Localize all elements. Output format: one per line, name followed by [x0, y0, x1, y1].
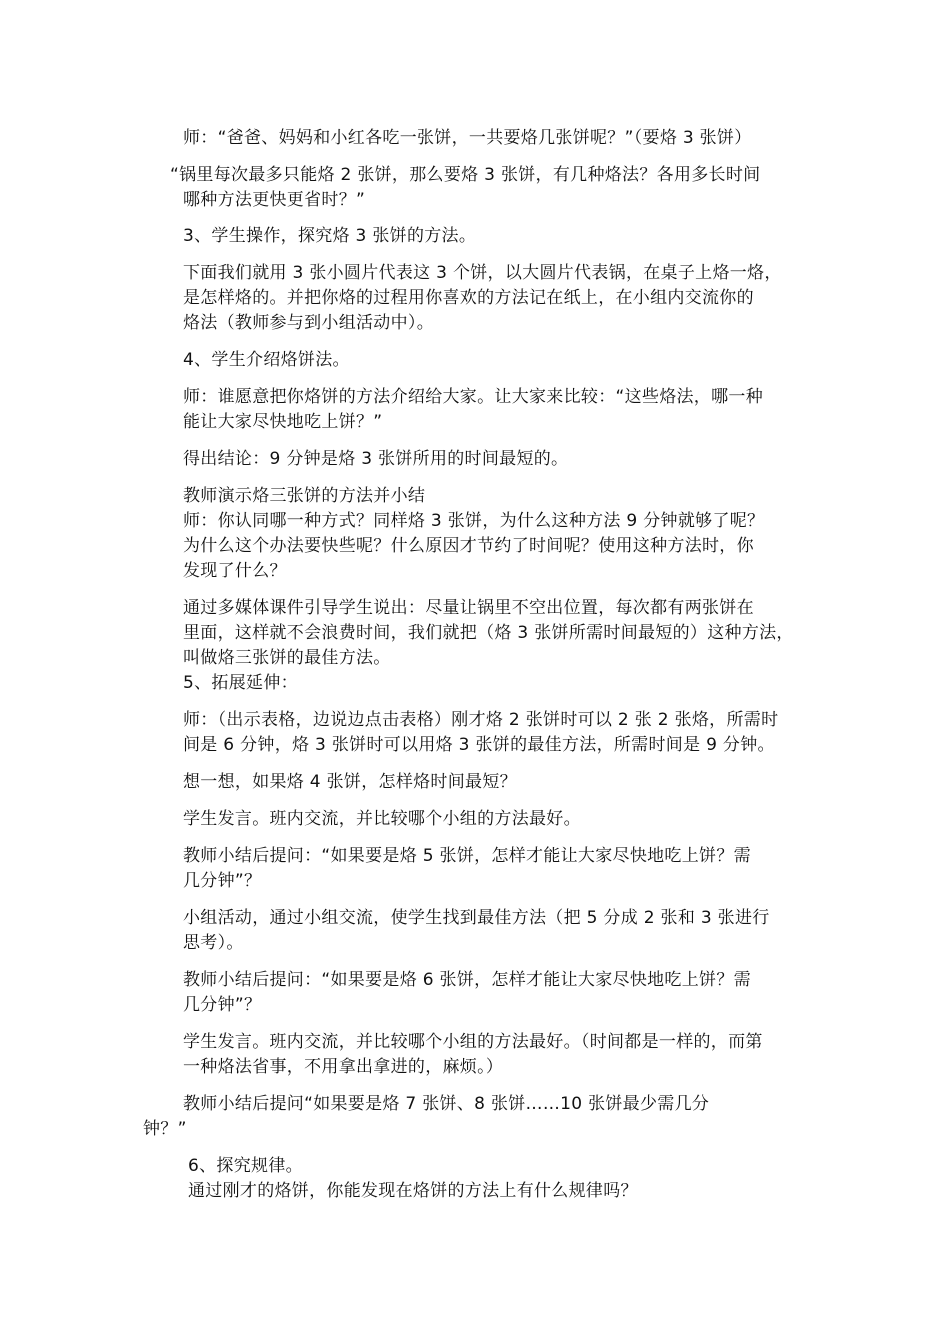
text-line: 发现了什么？ [183, 561, 287, 581]
text-line: 师：谁愿意把你烙饼的方法介绍给大家。让大家来比较：“这些烙法，哪一种 [183, 387, 764, 407]
text-line: 里面，这样就不会浪费时间，我们就把（烙 3 张饼所需时间最短的）这种方法， [183, 623, 794, 643]
text-line: 得出结论：9 分钟是烙 3 张饼所用的时间最短的。 [183, 449, 569, 469]
text-line: 通过刚才的烙饼，你能发现在烙饼的方法上有什么规律吗？ [188, 1181, 638, 1201]
text-line: 学生发言。班内交流，并比较哪个小组的方法最好。（时间都是一样的，而第 [183, 1032, 763, 1052]
section-heading: 5、拓展延伸： [183, 673, 298, 693]
text-line: 几分钟”？ [183, 871, 262, 891]
text-line: “锅里每次最多只能烙 2 张饼，那么要烙 3 张饼，有几种烙法？各用多长时间 [170, 165, 761, 185]
text-line: 钟？” [143, 1119, 187, 1139]
text-line: 下面我们就用 3 张小圆片代表这 3 个饼，以大圆片代表锅，在桌子上烙一烙， [183, 263, 782, 283]
text-line: 思考）。 [183, 933, 244, 953]
text-line: 想一想，如果烙 4 张饼，怎样烙时间最短？ [183, 772, 517, 792]
text-line: 一种烙法省事，不用拿出拿进的，麻烦。） [183, 1057, 504, 1077]
text-line: 为什么这个办法要快些呢？什么原因才节约了时间呢？使用这种方法时，你 [183, 536, 754, 556]
text-line: 教师小结后提问：“如果要是烙 6 张饼，怎样才能让大家尽快地吃上饼？需 [183, 970, 751, 990]
section-heading: 4、学生介绍烙饼法。 [183, 350, 350, 370]
text-line: 烙法（教师参与到小组活动中）。 [183, 313, 434, 333]
section-heading: 6、探究规律。 [188, 1156, 303, 1176]
text-line: 师：你认同哪一种方式？同样烙 3 张饼，为什么这种方法 9 分钟就够了呢？ [183, 511, 765, 531]
text-line: 是怎样烙的。并把你烙的过程用你喜欢的方法记在纸上，在小组内交流你的 [183, 288, 754, 308]
text-line: 哪种方法更快更省时？” [183, 190, 366, 210]
text-line: 师：（出示表格，边说边点击表格）刚才烙 2 张饼时可以 2 张 2 张烙，所需时 [183, 710, 779, 730]
text-line: 间是 6 分钟，烙 3 张饼时可以用烙 3 张饼的最佳方法，所需时间是 9 分钟。 [183, 735, 775, 755]
text-line: 教师小结后提问“如果要是烙 7 张饼、8 张饼……10 张饼最少需几分 [183, 1094, 710, 1114]
text-line: 能让大家尽快地吃上饼？” [183, 412, 383, 432]
text-line: 小组活动，通过小组交流，使学生找到最佳方法（把 5 分成 2 张和 3 张进行 [183, 908, 770, 928]
section-heading: 3、学生操作，探究烙 3 张饼的方法。 [183, 226, 477, 246]
text-line: 通过多媒体课件引导学生说出：尽量让锅里不空出位置，每次都有两张饼在 [183, 598, 754, 618]
text-line: 教师小结后提问：“如果要是烙 5 张饼，怎样才能让大家尽快地吃上饼？需 [183, 846, 751, 866]
text-line: 叫做烙三张饼的最佳方法。 [183, 648, 391, 668]
text-line: 学生发言。班内交流，并比较哪个小组的方法最好。 [183, 809, 581, 829]
text-line: 几分钟”？ [183, 995, 262, 1015]
text-line: 教师演示烙三张饼的方法并小结 [183, 486, 426, 506]
text-line: 师：“爸爸、妈妈和小红各吃一张饼，一共要烙几张饼呢？”（要烙 3 张饼） [183, 128, 752, 148]
